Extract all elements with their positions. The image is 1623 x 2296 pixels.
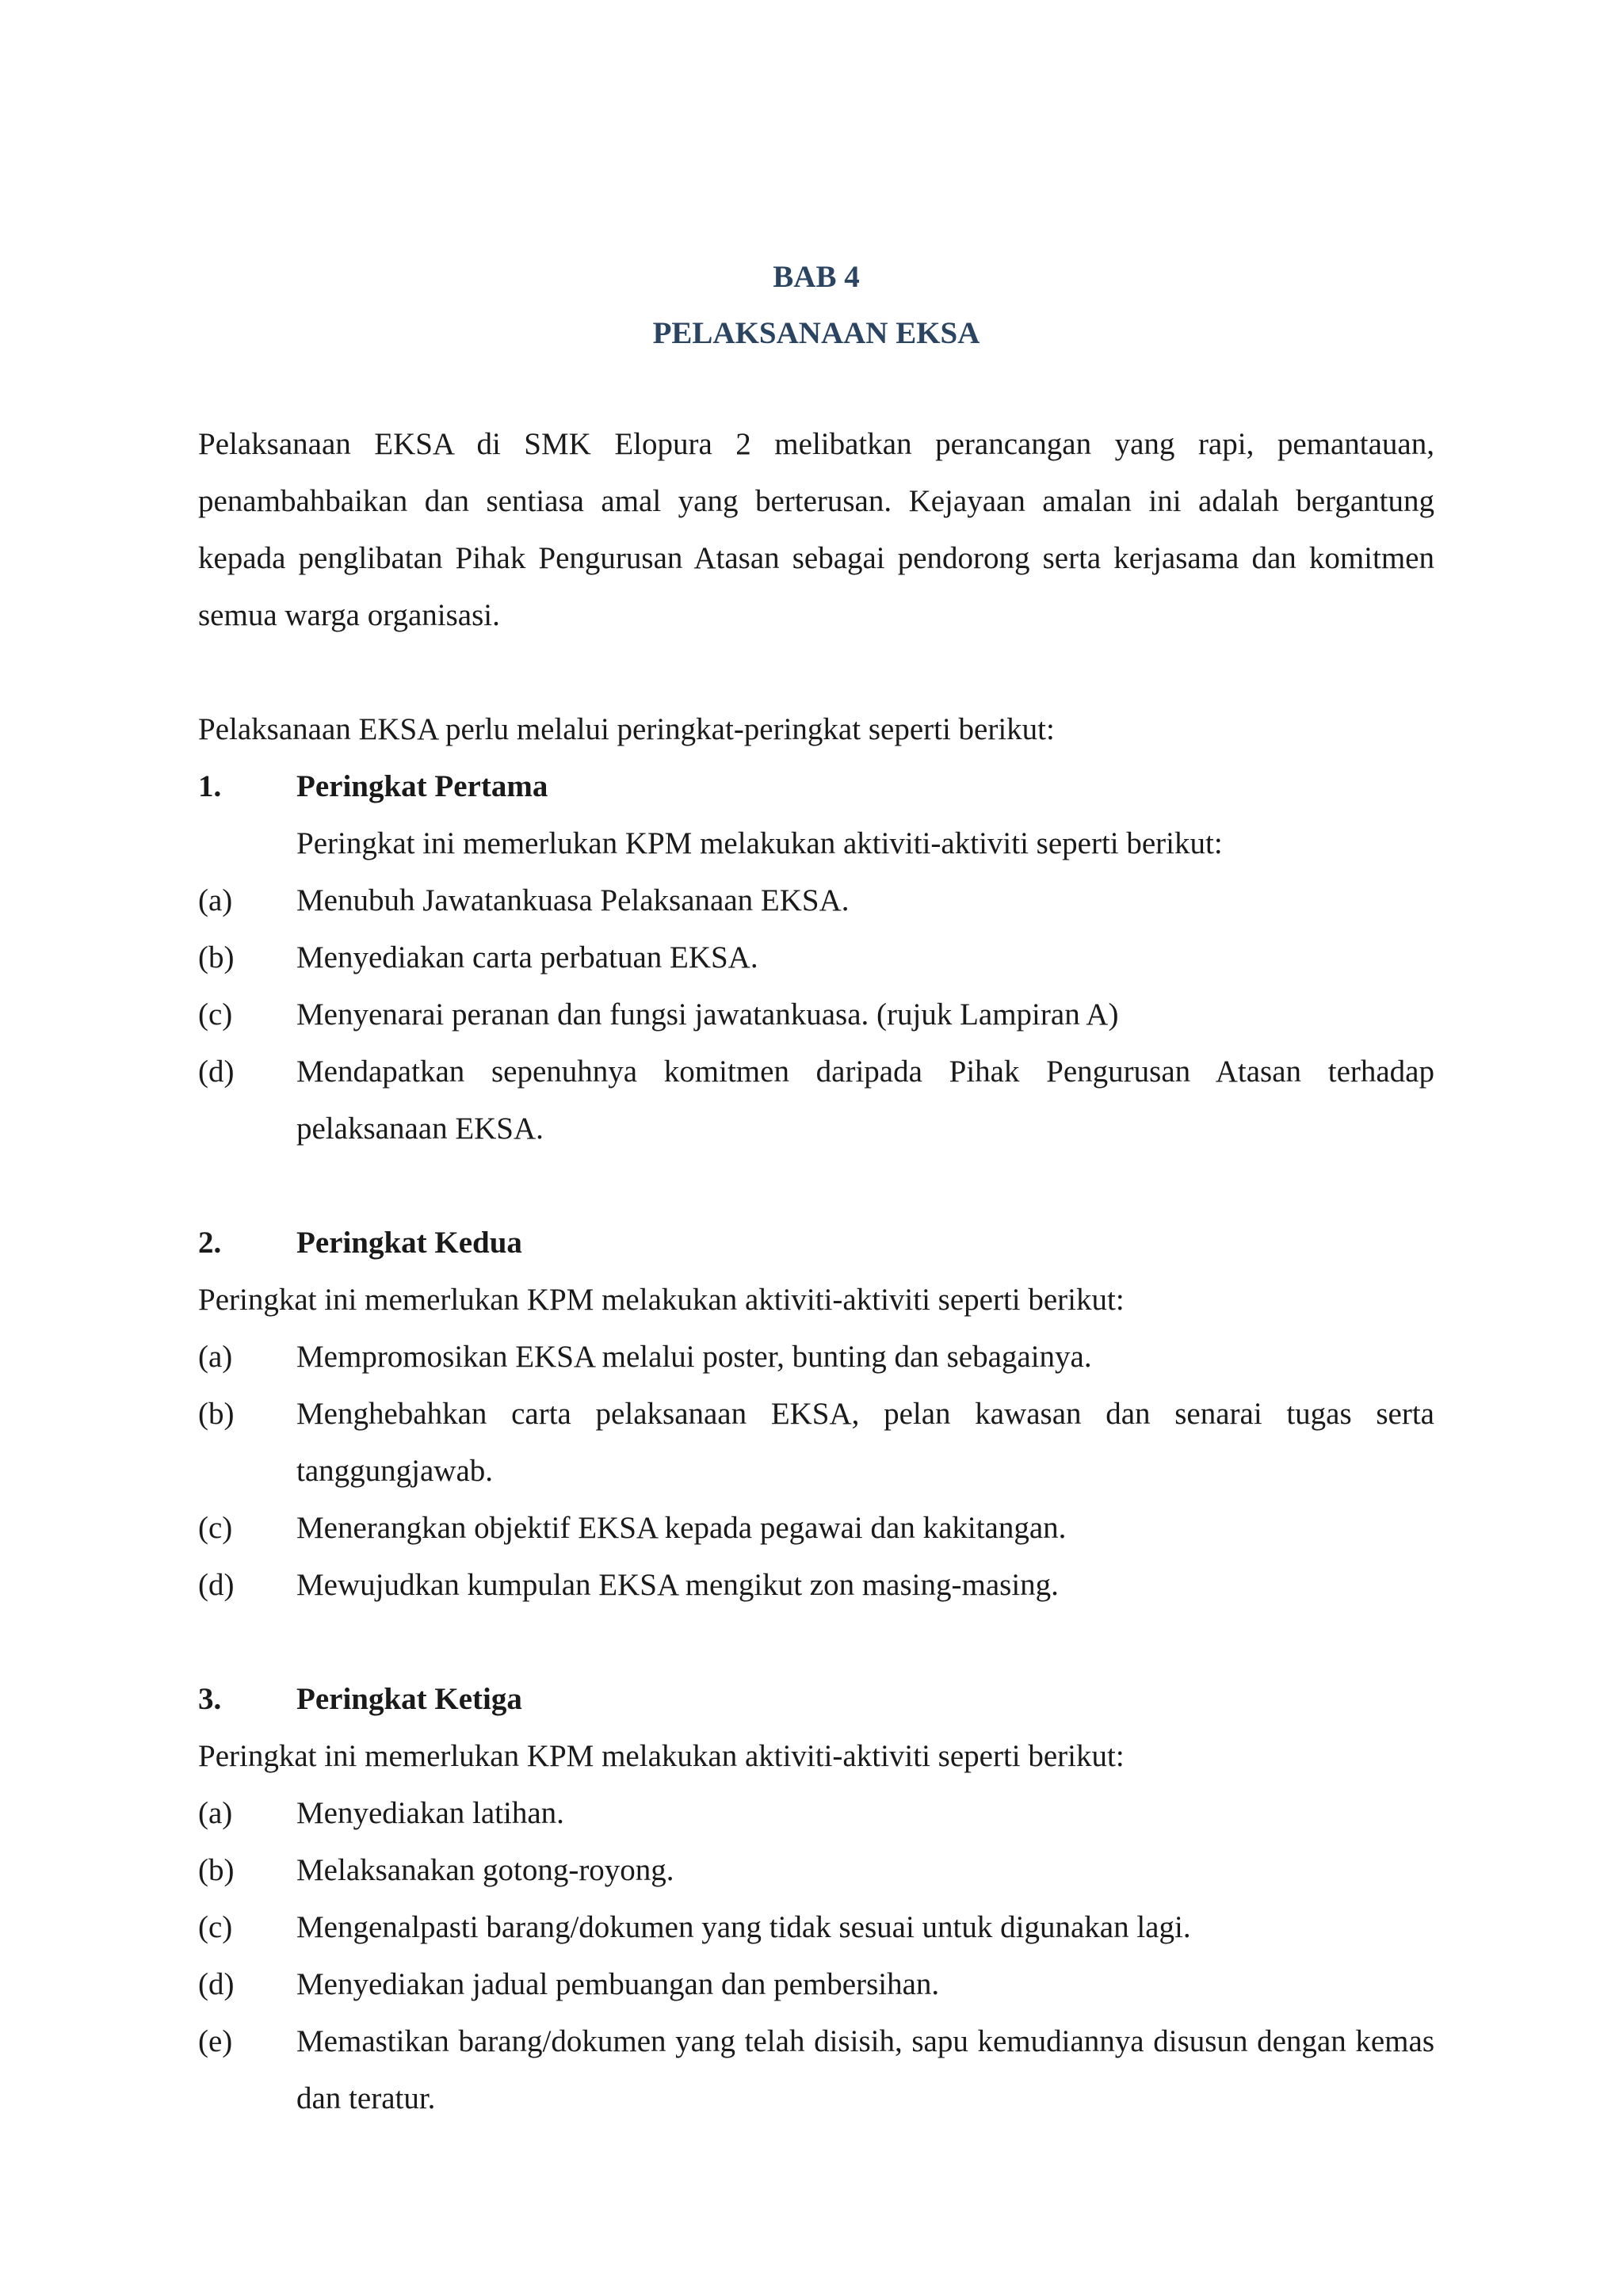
stage-1-title: Peringkat Pertama — [296, 769, 548, 803]
item-text: Menerangkan objektif EKSA kepada pegawai dan kakitangan. — [296, 1511, 1067, 1545]
item-label: (a) — [198, 1340, 233, 1374]
item-label: (a) — [198, 883, 233, 917]
item-text: Menyediakan jadual pembuangan dan pembersihan. — [296, 1967, 940, 2001]
stage-3-description: Peringkat ini memerlukan KPM melakukan aktiviti-aktiviti seperti berikut: — [198, 1739, 1125, 1773]
item-label: (d) — [198, 1967, 235, 2001]
stage-3-title: Peringkat Ketiga — [296, 1682, 522, 1716]
item-label: (c) — [198, 1511, 233, 1545]
item-label: (b) — [198, 940, 235, 974]
stage-1-description: Peringkat ini memerlukan KPM melakukan aktiviti-aktiviti seperti berikut: — [296, 826, 1223, 860]
item-label: (b) — [198, 1397, 235, 1431]
item-text: Mewujudkan kumpulan EKSA mengikut zon masing-masing. — [296, 1568, 1059, 1602]
item-text: Menubuh Jawatankuasa Pelaksanaan EKSA. — [296, 883, 850, 917]
item-text: Mendapatkan sepenuhnya komitmen daripada Pihak Pengurusan Atasan terhadap pelaksanaan EKSA. — [296, 1055, 1434, 1146]
stage-1-number: 1. — [198, 769, 222, 803]
item-label: (d) — [198, 1568, 235, 1602]
item-label: (c) — [198, 997, 233, 1032]
item-text: Menghebahkan carta pelaksanaan EKSA, pelan kawasan dan senarai tugas serta tanggungjawab. — [296, 1397, 1434, 1488]
item-label: (c) — [198, 1910, 233, 1944]
item-text: Menyenarai peranan dan fungsi jawatankuasa. (rujuk Lampiran A) — [296, 997, 1119, 1032]
stage-2-number: 2. — [198, 1226, 222, 1260]
item-text: Memastikan barang/dokumen yang telah disisih, sapu kemudiannya disusun dengan kemas dan teratur. — [296, 2024, 1434, 2115]
item-text: Mengenalpasti barang/dokumen yang tidak sesuai untuk digunakan lagi. — [296, 1910, 1191, 1944]
stage-3-number: 3. — [198, 1682, 222, 1716]
chapter-number: BAB 4 — [773, 260, 860, 294]
item-text: Mempromosikan EKSA melalui poster, bunting dan sebagainya. — [296, 1340, 1092, 1374]
item-label: (e) — [198, 2024, 233, 2058]
item-label: (b) — [198, 1853, 235, 1887]
intro-paragraph: Pelaksanaan EKSA di SMK Elopura 2 melibatkan perancangan yang rapi, pemantauan, penambahbaikan dan sentiasa amal yang berterusan. Kejayaan amalan ini adalah bergantung kepada penglibatan Pihak Pengurusan Atasan sebagai pendorong serta kerjasama dan komitmen semua warga organisasi. — [198, 427, 1434, 632]
item-text: Melaksanakan gotong-royong. — [296, 1853, 674, 1887]
item-label: (d) — [198, 1055, 235, 1089]
stage-2-title: Peringkat Kedua — [296, 1226, 522, 1260]
lead-paragraph: Pelaksanaan EKSA perlu melalui peringkat-peringkat seperti berikut: — [198, 712, 1055, 746]
item-text: Menyediakan latihan. — [296, 1796, 564, 1830]
stage-2-description: Peringkat ini memerlukan KPM melakukan aktiviti-aktiviti seperti berikut: — [198, 1283, 1125, 1317]
item-text: Menyediakan carta perbatuan EKSA. — [296, 940, 758, 974]
chapter-title: PELAKSANAAN EKSA — [652, 316, 980, 350]
item-label: (a) — [198, 1796, 233, 1830]
